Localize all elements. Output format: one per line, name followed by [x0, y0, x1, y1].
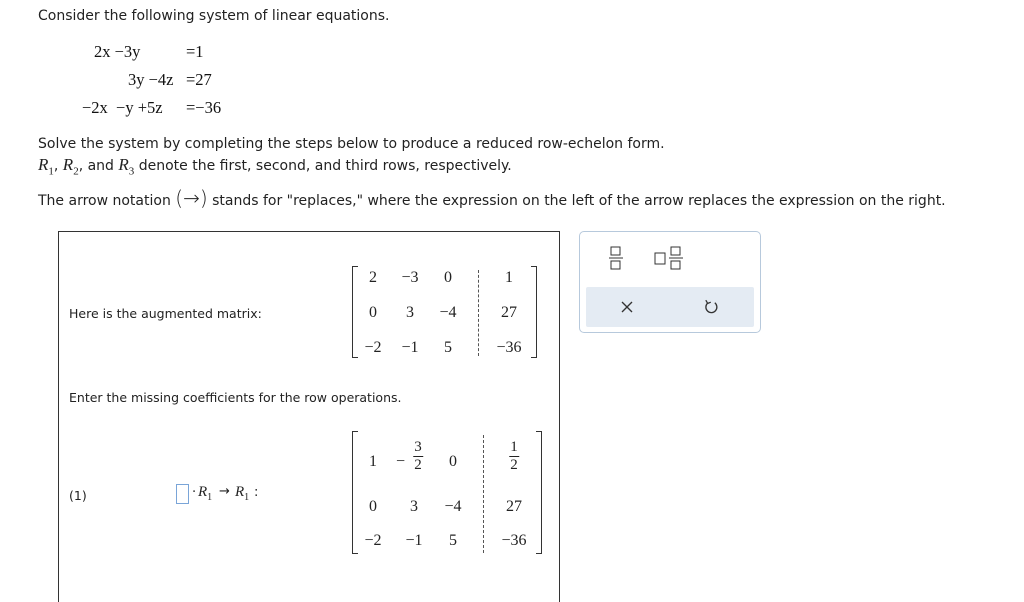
augment-divider [478, 270, 479, 356]
eq2-lhs: 3y −4z [128, 70, 174, 89]
mixed-number-button[interactable] [652, 244, 688, 272]
augmented-label: Here is the augmented matrix: [69, 306, 262, 321]
matrix-cell: 0 [369, 304, 377, 321]
step1-number: (1) [69, 488, 87, 503]
matrix-cell: 0 [449, 453, 457, 470]
matrix-cell: 0 [369, 498, 377, 515]
eq2-rhs: =27 [186, 70, 212, 89]
clear-button[interactable] [619, 299, 635, 315]
arrow-notation: (→) [175, 186, 208, 210]
undo-button[interactable] [702, 298, 720, 316]
matrix-cell: −4 [444, 498, 462, 515]
matrix-cell: 0 [444, 269, 452, 286]
matrix-cell: 27 [506, 498, 522, 515]
mixed-number-icon [652, 244, 688, 272]
work-panel: Here is the augmented matrix: 2 −3 0 1 0 3 −4 27 −2 −1 5 −36 Enter the missing coefficients for the row operations. (1) · $R_1$ → $R_1$ : 1 − $\frac{3}{2}$ 0 $\frac{1}{2}$ 0 3 −4 27 −2 −1 5 −36 [58, 231, 560, 602]
arrow-icon: → [219, 484, 230, 499]
matrix-cell-sign: − [396, 453, 406, 470]
toolbar-actions [586, 287, 754, 327]
eq1-rhs: =1 [186, 42, 204, 61]
undo-icon [702, 298, 720, 316]
instruction-line1: Solve the system by completing the steps below to produce a reduced row-echelon form. [38, 136, 665, 152]
matrix-cell: 2 [369, 269, 377, 286]
matrix-cell: 3 [406, 304, 414, 321]
intro-text: Consider the following system of linear equations. [38, 8, 390, 24]
fraction-template-button[interactable] [605, 244, 627, 272]
matrix-cell-fraction: $\frac{1}{2}$ [510, 439, 518, 473]
coefficient-input[interactable] [176, 484, 189, 504]
fraction-icon [605, 244, 627, 272]
math-toolbar [579, 231, 761, 333]
matrix-cell: −36 [496, 339, 522, 356]
eq1-lhs: 2x −3y [94, 42, 141, 61]
matrix-cell: 3 [410, 498, 418, 515]
matrix-cell: 1 [505, 269, 513, 286]
matrix-cell: 1 [369, 453, 377, 470]
matrix-cell: −36 [501, 532, 527, 549]
eq3-rhs: =−36 [186, 98, 222, 117]
eq3-lhs: −2x −y +5z [82, 98, 163, 117]
instruction-line2: $R_1$, $R_2$, and $R_3$ denote the first, second, and third rows, respectively. [38, 155, 512, 178]
instruction-line3: The arrow notation (→) stands for "replaces," where the expression on the left of the arrow replaces the expression on the right. [38, 186, 946, 210]
matrix-cell: −1 [401, 339, 419, 356]
matrix-cell: −2 [364, 532, 382, 549]
matrix-cell: 5 [449, 532, 457, 549]
matrix-cell: 27 [501, 304, 517, 321]
matrix-cell: −1 [405, 532, 423, 549]
close-icon [619, 299, 635, 315]
step-prompt: Enter the missing coefficients for the row operations. [69, 390, 402, 405]
matrix-cell: −2 [364, 339, 382, 356]
matrix-cell: 5 [444, 339, 452, 356]
step1-matrix [352, 431, 542, 554]
matrix-cell: −4 [439, 304, 457, 321]
matrix-cell: −3 [401, 269, 419, 286]
augmented-matrix [352, 266, 537, 358]
augment-divider [483, 435, 484, 553]
matrix-cell-fraction: $\frac{3}{2}$ [414, 439, 422, 473]
